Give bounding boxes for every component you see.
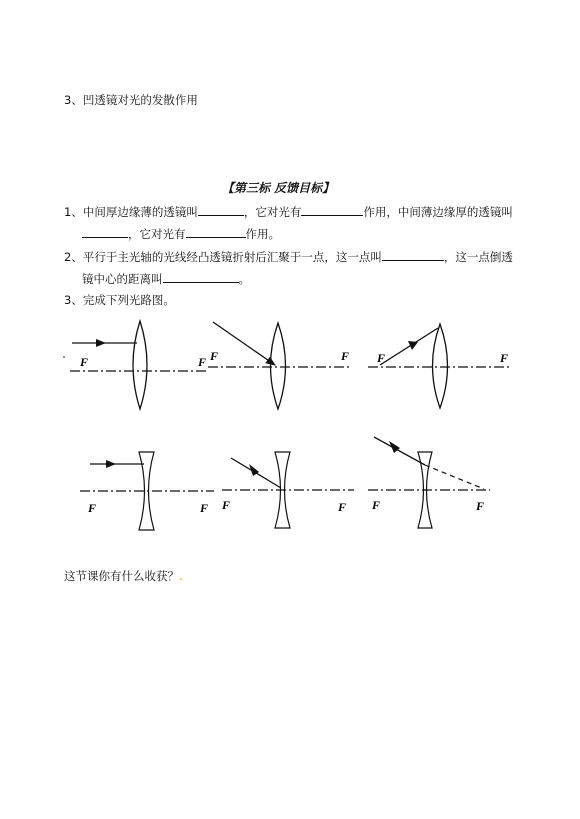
convex-lens (133, 321, 147, 409)
q1-text-4: ，它对光有 (128, 227, 186, 241)
focus-label: F (210, 349, 219, 363)
q1-text-2: ，它对光有 (243, 205, 302, 219)
focus-label: F (377, 351, 386, 365)
concave-diagram-3 (368, 437, 490, 528)
convex-diagram-2 (208, 322, 350, 409)
extension-line (425, 465, 484, 489)
focus-label: F (338, 500, 347, 514)
q3-number: 3、 (64, 293, 83, 307)
section3-heading: 3、凹透镜对光的发散作用 (64, 93, 198, 107)
closing-dot: . (179, 569, 183, 583)
convex-diagram-3 (368, 324, 512, 408)
q2-text-1: 平行于主光轴的光线经凸透镜折射后汇聚于一点，这一点叫 (82, 250, 382, 264)
focus-label: F (80, 355, 89, 369)
focus-label: F (222, 498, 231, 512)
convex-lens (433, 324, 448, 408)
focus-label: F (341, 349, 350, 363)
incident-ray (374, 437, 425, 465)
incident-ray-arrow (96, 339, 106, 347)
concave-diagram-1 (80, 452, 214, 530)
q2-number: 2、 (64, 250, 83, 264)
focus-label: F (198, 355, 207, 369)
focus-label: F (88, 501, 97, 515)
closing-question (64, 568, 183, 584)
focus-label: F (372, 498, 381, 512)
q2-text-3: 镜中心的距离叫 (82, 272, 163, 286)
feedback-title: 【第三标 反馈目标】 (222, 181, 335, 195)
convex-lens (271, 323, 286, 409)
q2-text-4: 。 (238, 272, 250, 286)
q1-text-1: 中间厚边缘薄的透镜叫 (82, 205, 198, 219)
focus-label: F (500, 351, 509, 365)
incident-ray (380, 328, 438, 365)
concave-diagram-2 (221, 452, 354, 528)
focus-label: F (476, 499, 485, 513)
incident-ray-arrow (389, 441, 400, 453)
stray-dot (63, 356, 65, 358)
closing-question-text: 这节课你有什么收获？ (64, 569, 179, 583)
incident-ray-arrow (106, 460, 116, 468)
convex-diagram-1 (70, 321, 206, 409)
focus-label: F (200, 501, 209, 515)
incident-ray (213, 322, 275, 365)
q1-text-5: 作用。 (245, 227, 280, 241)
q2-text-2: ，这一点倒透 (443, 250, 513, 264)
q1-text-3: 作用，中间薄边缘厚的透镜叫 (363, 205, 513, 219)
q1-number: 1、 (64, 205, 83, 219)
q3-text: 完成下列光路图。 (82, 293, 175, 307)
